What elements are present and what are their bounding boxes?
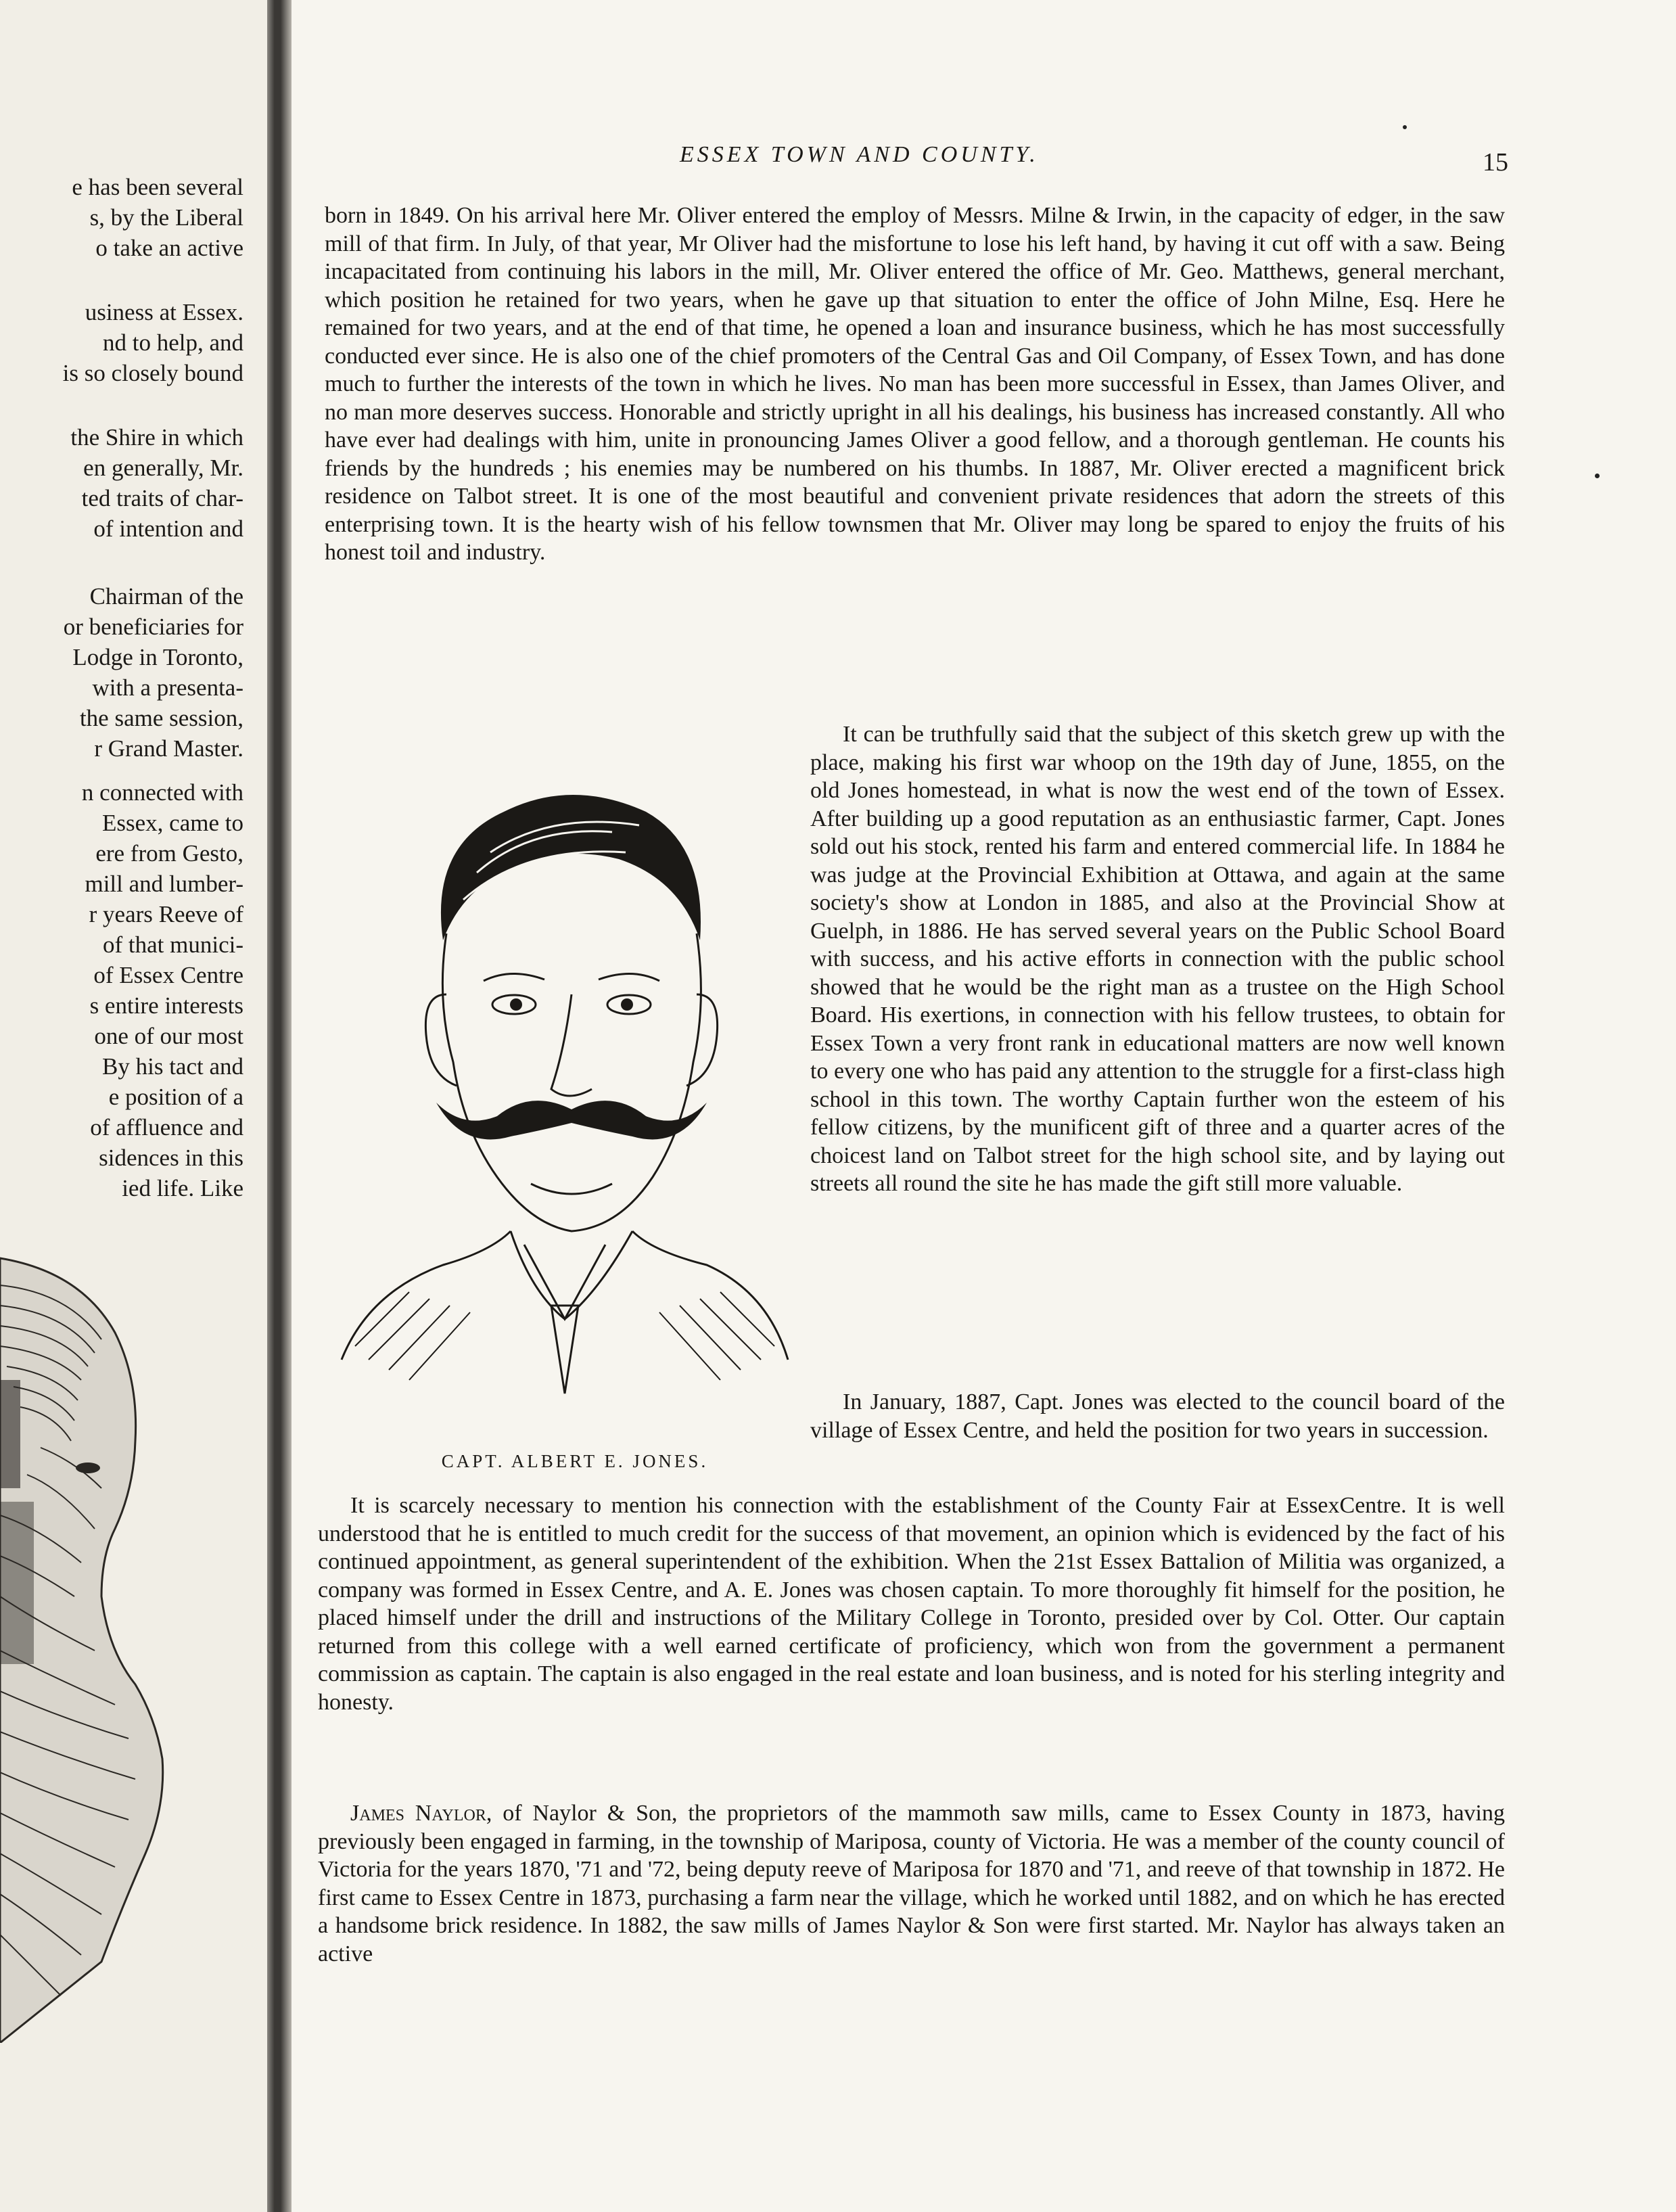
facing-page-line: s, by the Liberal bbox=[89, 204, 243, 231]
facing-page-line: ere from Gesto, bbox=[95, 840, 243, 867]
facing-page-line: n connected with bbox=[81, 779, 243, 806]
paragraph-jones-council: In January, 1887, Capt. Jones was elected to the council board of the village of Essex Centre, and held the position for two years in succession. bbox=[810, 1389, 1505, 1443]
partial-engraving-icon bbox=[0, 1245, 203, 2043]
paragraph-county-fair: It is scarcely necessary to mention his connection with the establishment of the County Fair at EssexCentre. It is well understood that he is entitled to much credit for the success of that movement, an opinion which is evidenced by the fact of his continued appointment, as general superintendent of the exhibition. When the 21st Essex Battalion of Militia was organized, a company was formed in Essex Centre, and A. E. Jones was chosen captain. To more thoroughly fit himself for the position, he placed himself under the drill and instructions of the Military College in Toronto, presided over by Col. Otter. Our captain returned from this college with a well earned certificate of proficiency, which won from the government a permanent commission as captain. The captain is also engaged in the real estate and loan business, and is noted for his sterling integrity and honesty. bbox=[318, 1493, 1505, 1715]
facing-page-line: s entire interests bbox=[89, 992, 243, 1019]
speck bbox=[1595, 474, 1600, 478]
facing-page-line: or beneficiaries for bbox=[63, 614, 243, 640]
facing-page-line: nd to help, and bbox=[102, 329, 243, 356]
facing-page-line: Essex, came to bbox=[102, 810, 243, 836]
facing-page-line: Chairman of the bbox=[89, 583, 243, 609]
paragraph-oliver: born in 1849. On his arrival here Mr. Oliver entered the employ of Messrs. Milne & Irwin, in the capacity of edger, in the saw mill of that firm. In July, of that year, Mr Oliver had the misfortune to lose his left hand, by having it cut off with a saw. Being incapacitated from continuing his labors in the mill, Mr. Oliver entered the office of Mr. Geo. Matthews, general merchant, which position he retained for two years, when he gave up that situation to enter the office of John Milne, Esq. Here he remained for two years, and at the end of that time, he opened a loan and insurance business, which he has most successfully conducted ever since. He is also one of the chief promoters of the Central Gas and Oil Company, of Essex Town, and has done much to further the interests of the town in which he lives. No man has been more successful in Essex, than James Oliver, and no man more deserves success. Honorable and strictly upright in all his dealings, his business has increased constantly. All who have ever had dealings with him, unite in pronouncing James Oliver a good fellow, and a thorough gentleman. He counts his friends by the hundreds ; his enemies may be numbered on his thumbs. In 1887, Mr. Oliver erected a magnificent brick residence on Talbot street. It is one of the most beautiful and convenient private residences that adorn the streets of this enterprising town. It is the hearty wish of his fellow townsmen that Mr. Oliver may long be spared to enjoy the fruits of his honest toil and industry. bbox=[325, 203, 1505, 565]
facing-page-line: e has been several bbox=[72, 174, 243, 200]
facing-page-line: ted traits of char- bbox=[81, 485, 243, 511]
portrait-illustration-icon bbox=[328, 710, 801, 1441]
facing-page-line: r years Reeve of bbox=[89, 901, 243, 927]
facing-page-line: of Essex Centre bbox=[93, 962, 243, 988]
facing-page-line: r Grand Master. bbox=[94, 735, 243, 762]
speck bbox=[1403, 125, 1407, 129]
facing-page-line: of intention and bbox=[93, 515, 243, 542]
facing-page-line: Lodge in Toronto, bbox=[72, 644, 243, 670]
facing-page-line: ied life. Like bbox=[122, 1175, 243, 1201]
facing-page-line: en generally, Mr. bbox=[83, 455, 243, 481]
portrait-caption: CAPT. ALBERT E. JONES. bbox=[441, 1451, 709, 1471]
facing-page-line: mill and lumber- bbox=[85, 871, 243, 897]
naylor-text: of Naylor & Son, the proprietors of the mammoth saw mills, came to Essex County in 1873, having previously been engaged in farming, in the township of Mariposa, county of Victoria. He was a member of the county council of Victoria for the years 1870, '71 and '72, being deputy reeve of Mariposa for 1870 and '71, and reeve of that township in 1872. He first came to Essex Centre in 1873, purchasing a farm near the village, which he worked until 1882, and on which he has erected a handsome brick residence. In 1882, the saw mills of James Naylor & Son were first started. Mr. Naylor has always taken an active bbox=[318, 1801, 1505, 1966]
naylor-name: James Naylor, bbox=[350, 1801, 492, 1826]
facing-page-line: with a presenta- bbox=[92, 674, 243, 701]
facing-page-line: is so closely bound bbox=[62, 360, 243, 386]
paragraph-jones-bio: It can be truthfully said that the subject of this sketch grew up with the place, making his first war whoop on the 19th day of June, 1855, on the old Jones homestead, in what is now the west end of the town of Essex. After building up a good reputation as an enthusiastic farmer, Capt. Jones sold out his stock, rented his farm and entered commercial life. In 1884 he was judge at the Provincial Exhibition at Ottawa, and again at the same society's show at London in 1885, and also at the Provincial Show at Guelph, in 1886. He has served several years on the Public School Board with success, and his active efforts in connection with the public school showed that he would be the right man as a trustee on the High School Board. His exertions, in connection with his fellow trustees, to obtain for Essex Town a very front rank in educational matters are now well known to every one who has paid any attention to the struggle for a first-class high school in this town. The worthy Captain further won the esteem of his fellow citizens, by the munificent gift of three and a quarter acres of the choicest land on Talbot street for the high school site, and by laying out streets all round the site he has made the gift still more valuable. bbox=[810, 722, 1505, 1196]
facing-page-line: o take an active bbox=[95, 235, 243, 261]
facing-page-line: the Shire in which bbox=[70, 424, 243, 451]
running-title: ESSEX TOWN AND COUNTY. bbox=[680, 142, 1039, 167]
facing-page-line: sidences in this bbox=[99, 1145, 243, 1171]
facing-page-line: e position of a bbox=[108, 1084, 243, 1110]
facing-page bbox=[0, 0, 267, 2212]
facing-page-line: By his tact and bbox=[102, 1053, 243, 1080]
facing-page-line: the same session, bbox=[79, 705, 243, 731]
facing-page-line: one of our most bbox=[94, 1023, 243, 1049]
facing-page-line: usiness at Essex. bbox=[85, 299, 243, 325]
paragraph-naylor bbox=[318, 1799, 1505, 1968]
page-number: 15 bbox=[1483, 148, 1508, 177]
facing-page-line: of affluence and bbox=[90, 1114, 243, 1140]
book-gutter bbox=[267, 0, 292, 2212]
facing-page-line: of that munici- bbox=[102, 931, 243, 958]
